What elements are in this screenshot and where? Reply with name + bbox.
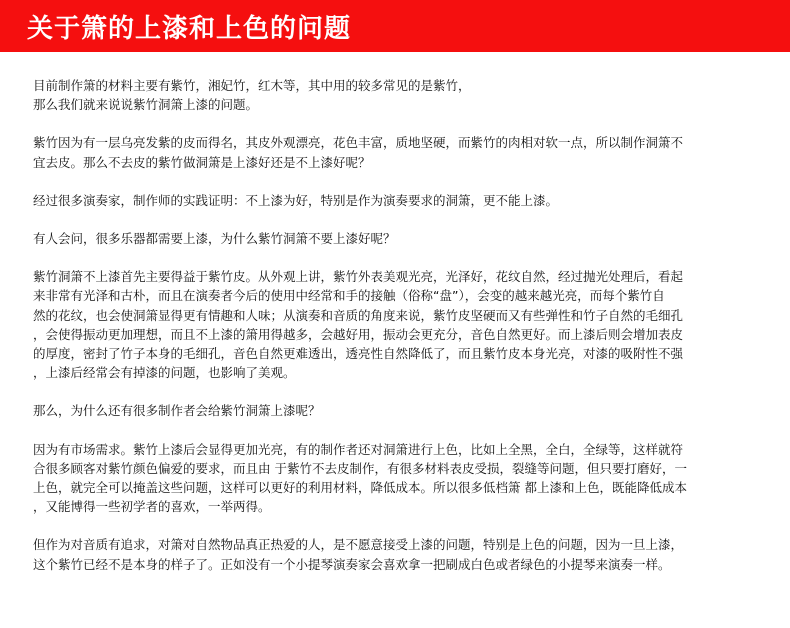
page-title: 关于箫的上漆和上色的问题 — [27, 13, 352, 44]
paragraph — [33, 133, 763, 171]
text-line: 但作为对音质有追求，对箫对自然物品真正热爱的人，是不愿意接受上漆的问题，特别是上色的问题，因为一旦上漆， — [33, 537, 684, 553]
text-line: ，会使得振动更加理想，而且不上漆的箫用得越多，会越好用，振动会更充分，音色自然更好。而上漆后则会增加表皮 — [33, 326, 684, 342]
text-line: 的厚度，密封了竹子本身的毛细孔，音色自然更难透出，透亮性自然降低了，而且紫竹皮本身光亮，对漆的吸附性不强 — [33, 346, 684, 362]
text-line: 那么我们就来说说紫竹洞箫上漆的问题。 — [33, 97, 259, 113]
text-line: 这个紫竹已经不是本身的样子了。正如没有一个小提琴演奏家会喜欢拿一把刷成白色或者绿色的小提琴来演奏一样。 — [33, 556, 671, 572]
text-line: 然的花纹，也会使洞箫显得更有情趣和人味；从演奏和音质的角度来说，紫竹皮坚硬而又有些弹性和竹子自然的毛细孔 — [33, 307, 684, 323]
text-line: ，上漆后经常会有掉漆的问题，也影响了美观。 — [33, 365, 296, 381]
article-body — [33, 76, 763, 593]
text-line: 目前制作箫的材料主要有紫竹，湘妃竹，红木等，其中用的较多常见的是紫竹， — [33, 78, 471, 93]
text-line: ，又能博得一些初学者的喜欢，一举两得。 — [33, 499, 271, 515]
text-line: 那么，为什么还有很多制作者会给紫竹洞箫上漆呢？ — [33, 403, 321, 419]
title-banner — [0, 0, 790, 52]
paragraph — [33, 267, 763, 382]
text-line: 有人会问，很多乐器都需要上漆，为什么紫竹洞箫不要上漆好呢？ — [33, 231, 396, 247]
paragraph — [33, 401, 763, 420]
text-line: 来非常有光泽和古朴，而且在演奏者今后的使用中经常和手的接触（俗称“盘”），会变的越来越光亮，而每个紫竹自 — [33, 288, 665, 304]
paragraph — [33, 229, 763, 248]
text-line: 合很多顾客对紫竹颜色偏爱的要求，而且由 于紫竹不去皮制作，有很多材料表皮受损，裂缝等问题，但只要打磨好，一 — [33, 460, 687, 476]
paragraph — [33, 440, 763, 517]
text-line: 因为有市场需求。紫竹上漆后会显得更加光亮，有的制作者还对洞箫进行上色，比如上全黑，全白，全绿等，这样就符 — [33, 441, 684, 457]
text-line: 紫竹因为有一层乌亮发紫的皮而得名，其皮外观漂亮，花色丰富，质地坚硬，而紫竹的肉相对软一点，所以制作洞箫不 — [33, 135, 684, 151]
text-line: 紫竹洞箫不上漆首先主要得益于紫竹皮。从外观上讲，紫竹外表美观光亮，光泽好，花纹自然，经过抛光处理后，看起 — [33, 269, 684, 285]
text-line: 宜去皮。那么不去皮的紫竹做洞箫是上漆好还是不上漆好呢？ — [33, 154, 371, 170]
text-line: 上色，就完全可以掩盖这些问题，这样可以更好的利用材料，降低成本。所以很多低档箫 都上漆和上色，既能降低成本 — [33, 480, 687, 496]
paragraph — [33, 76, 763, 114]
paragraph — [33, 191, 763, 210]
text-line: 经过很多演奏家，制作师的实践证明：不上漆为好，特别是作为演奏要求的洞箫，更不能上漆。 — [33, 192, 559, 208]
paragraph — [33, 535, 763, 573]
